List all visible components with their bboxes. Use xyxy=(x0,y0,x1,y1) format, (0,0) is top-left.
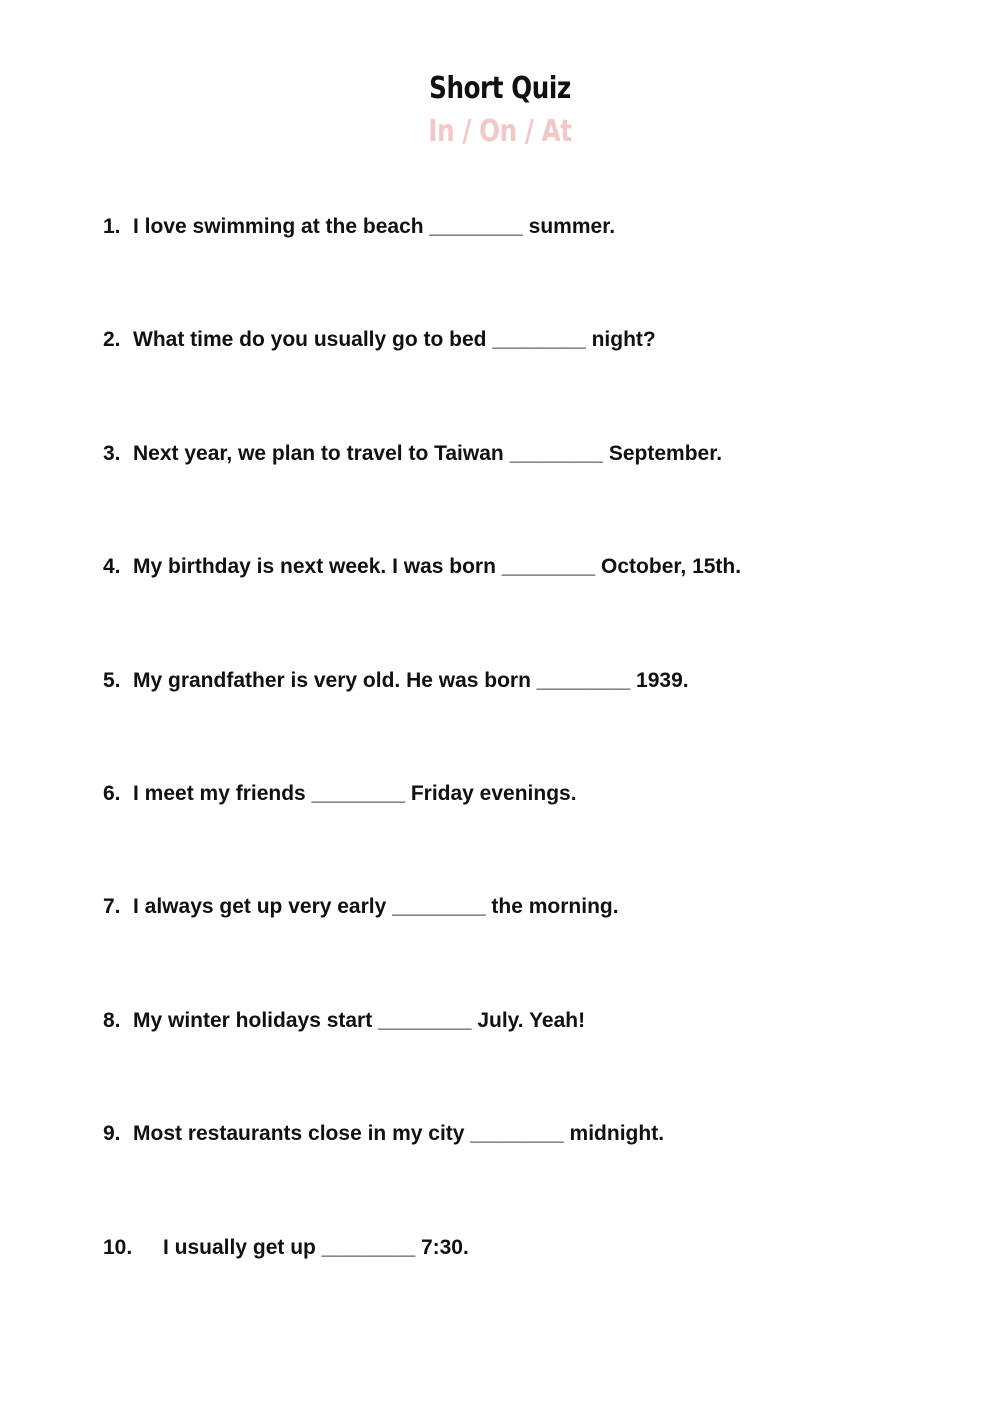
question-number: 3. xyxy=(103,441,121,465)
question-number: 8. xyxy=(103,1008,121,1032)
question-text: My grandfather is very old. He was born ________ 1939. xyxy=(133,668,689,692)
question-text: I love swimming at the beach ________ summer. xyxy=(133,215,616,238)
question-item xyxy=(103,777,963,890)
question-number: 5. xyxy=(103,668,121,692)
question-text: What time do you usually go to bed ________ night? xyxy=(133,328,656,352)
question-text: I meet my friends ________ Friday evenings. xyxy=(133,781,577,805)
question-item xyxy=(103,210,963,323)
question-item xyxy=(103,1117,963,1230)
question-text: I always get up very early ________ the morning. xyxy=(133,895,619,919)
question-item xyxy=(103,437,963,550)
page-title: Short Quiz xyxy=(429,71,571,106)
question-text: I usually get up ________ 7:30. xyxy=(163,1235,469,1259)
question-item xyxy=(103,1004,963,1117)
question-text: My birthday is next week. I was born ________ October, 15th. xyxy=(133,555,742,579)
question-number: 6. xyxy=(103,781,121,805)
page-subtitle: In / On / At xyxy=(428,114,572,149)
question-text: Next year, we plan to travel to Taiwan ________ September. xyxy=(133,441,723,465)
question-number: 1. xyxy=(103,215,121,238)
question-list xyxy=(103,210,963,1344)
question-number: 10. xyxy=(103,1235,133,1259)
quiz-header xyxy=(0,66,1000,152)
question-text: My winter holidays start ________ July. Yeah! xyxy=(133,1008,586,1032)
question-item xyxy=(103,664,963,777)
question-item xyxy=(103,323,963,436)
question-number: 9. xyxy=(103,1122,121,1146)
question-item xyxy=(103,1231,963,1344)
question-text: Most restaurants close in my city ________ midnight. xyxy=(133,1122,665,1146)
question-number: 7. xyxy=(103,895,121,919)
question-item xyxy=(103,550,963,663)
question-number: 4. xyxy=(103,555,121,579)
question-item xyxy=(103,890,963,1003)
question-number: 2. xyxy=(103,328,121,352)
